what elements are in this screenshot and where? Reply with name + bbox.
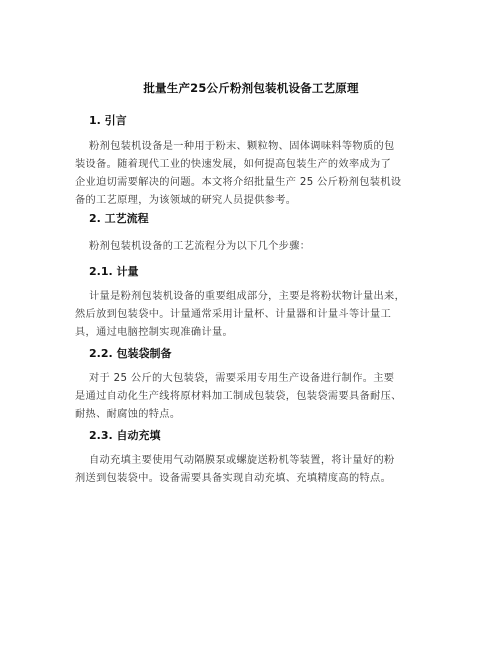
paragraph-line: 自动充填主要使用气动隔膜泵或螺旋送粉机等装置，将计量好的粉 — [89, 455, 395, 466]
section-heading-metering: 2.1. 计量 — [89, 265, 139, 278]
paragraph-line: 然后放到包装袋中。计量通常采用计量杯、计量器和计量斗等计量工 — [75, 309, 392, 320]
paragraph-line: 对于 25 公斤的大包装袋，需要采用专用生产设备进行制作。主要 — [89, 373, 395, 384]
paragraph-line: 粉剂包装机设备是一种用于粉末、颗粒物、固体调味料等物质的包 — [89, 141, 395, 152]
document-title: 批量生产25公斤粉剂包装机设备工艺原理 — [143, 81, 359, 95]
paragraph-line: 装设备。随着现代工业的快速发展，如何提高包装生产的效率成为了 — [75, 159, 392, 170]
paragraph-line: 企业迫切需要解决的问题。本文将介绍批量生产 25 公斤粉剂包装机设 — [75, 177, 402, 188]
paragraph-line: 是通过自动化生产线将原材料加工制成包装袋，包装袋需要具备耐压、 — [75, 391, 402, 402]
paragraph-line: 具，通过电脑控制实现准确计量。 — [75, 327, 234, 338]
paragraph-line: 备的工艺原理，为该领域的研究人员提供参考。 — [75, 195, 297, 206]
paragraph-line: 耐热、耐腐蚀的特点。 — [75, 409, 181, 420]
section-heading-intro: 1. 引言 — [89, 114, 127, 127]
paragraph-line: 剂送到包装袋中。设备需要具备实现自动充填、充填精度高的特点。 — [75, 473, 392, 484]
section-heading-bag-making: 2.2. 包装袋制备 — [89, 347, 172, 360]
paragraph-line: 粉剂包装机设备的工艺流程分为以下几个步骤： — [89, 241, 311, 252]
paragraph-line: 计量是粉剂包装机设备的重要组成部分，主要是将粉状物计量出来， — [89, 291, 406, 302]
section-heading-process: 2. 工艺流程 — [89, 212, 149, 225]
section-heading-auto-filling: 2.3. 自动充填 — [89, 429, 161, 442]
